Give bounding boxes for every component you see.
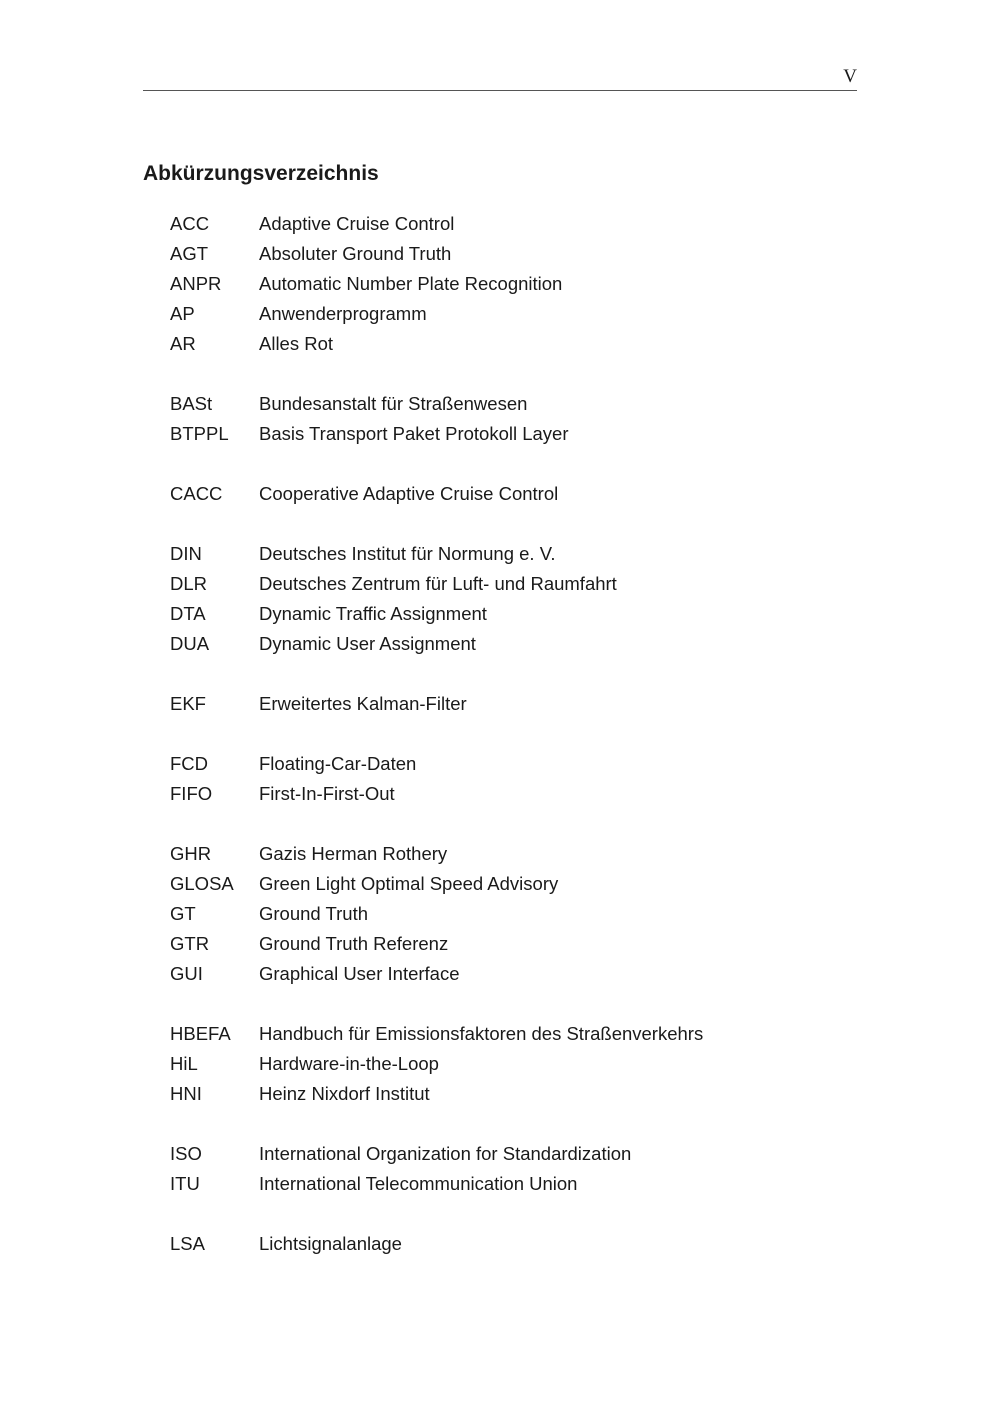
abbreviation-row — [170, 269, 870, 299]
abbreviation-row — [170, 779, 870, 809]
abbreviation-term: GTR — [170, 933, 210, 954]
abbreviation-definition: Erweitertes Kalman-Filter — [259, 693, 467, 714]
abbreviation-row — [170, 1079, 870, 1109]
abbreviation-term: BTPPL — [170, 423, 229, 444]
abbreviation-group — [170, 389, 870, 449]
abbreviation-row — [170, 1139, 870, 1169]
abbreviation-row — [170, 479, 870, 509]
abbreviation-definition: Dynamic User Assignment — [259, 633, 476, 654]
abbreviation-definition: Dynamic Traffic Assignment — [259, 603, 487, 624]
abbreviation-definition: Cooperative Adaptive Cruise Control — [259, 483, 559, 504]
abbreviation-group — [170, 1139, 870, 1199]
abbreviation-term: GUI — [170, 963, 203, 984]
abbreviation-term: BASt — [170, 393, 213, 414]
abbreviation-term: EKF — [170, 693, 206, 714]
abbreviation-term: HNI — [170, 1083, 202, 1104]
abbreviation-definition: Lichtsignalanlage — [259, 1233, 402, 1254]
abbreviation-row — [170, 869, 870, 899]
abbreviation-term: AGT — [170, 243, 209, 264]
abbreviation-definition: Heinz Nixdorf Institut — [259, 1083, 430, 1104]
abbreviation-term: DTA — [170, 603, 206, 624]
abbreviation-row — [170, 239, 870, 269]
abbreviation-row — [170, 1049, 870, 1079]
abbreviation-term: DUA — [170, 633, 210, 654]
abbreviation-row — [170, 569, 870, 599]
abbreviation-term: ITU — [170, 1173, 200, 1194]
abbreviation-definition: Floating-Car-Daten — [259, 753, 417, 774]
abbreviation-definition: Handbuch für Emissionsfaktoren des Straßenverkehrs — [259, 1023, 704, 1044]
header-rule — [143, 90, 857, 91]
abbreviation-definition: Automatic Number Plate Recognition — [259, 273, 563, 294]
abbreviation-row — [170, 749, 870, 779]
abbreviation-definition: Adaptive Cruise Control — [259, 213, 455, 234]
abbreviation-term: CACC — [170, 483, 223, 504]
abbreviation-term: GLOSA — [170, 873, 234, 894]
abbreviation-list — [170, 209, 870, 1289]
abbreviation-term: HBEFA — [170, 1023, 231, 1044]
abbreviation-definition: Basis Transport Paket Protokoll Layer — [259, 423, 569, 444]
abbreviation-group — [170, 689, 870, 719]
abbreviation-row — [170, 299, 870, 329]
abbreviation-row — [170, 539, 870, 569]
abbreviation-definition: Anwenderprogramm — [259, 303, 427, 324]
abbreviation-group — [170, 539, 870, 659]
abbreviation-definition: Green Light Optimal Speed Advisory — [259, 873, 559, 894]
abbreviation-definition: International Organization for Standardization — [259, 1143, 632, 1164]
abbreviation-term: ISO — [170, 1143, 202, 1164]
abbreviation-group — [170, 749, 870, 809]
abbreviation-group — [170, 839, 870, 989]
abbreviation-definition: Graphical User Interface — [259, 963, 460, 984]
abbreviation-row — [170, 1169, 870, 1199]
abbreviation-row — [170, 929, 870, 959]
abbreviation-row — [170, 389, 870, 419]
abbreviation-row — [170, 209, 870, 239]
abbreviation-definition: Alles Rot — [259, 333, 334, 354]
abbreviation-group — [170, 1019, 870, 1109]
abbreviation-term: ACC — [170, 213, 210, 234]
abbreviation-definition: International Telecommunication Union — [259, 1173, 578, 1194]
abbreviation-group — [170, 479, 870, 509]
abbreviation-row — [170, 419, 870, 449]
abbreviation-group — [170, 209, 870, 359]
abbreviation-term: LSA — [170, 1233, 205, 1254]
page-title: Abkürzungsverzeichnis — [143, 162, 379, 185]
abbreviation-row — [170, 1019, 870, 1049]
abbreviation-definition: Deutsches Zentrum für Luft- und Raumfahrt — [259, 573, 617, 594]
abbreviation-term: FCD — [170, 753, 209, 774]
abbreviation-term: FIFO — [170, 783, 213, 804]
abbreviation-term: GHR — [170, 843, 212, 864]
abbreviation-term: HiL — [170, 1053, 198, 1074]
abbreviation-definition: Ground Truth — [259, 903, 369, 924]
abbreviation-definition: Bundesanstalt für Straßenwesen — [259, 393, 528, 414]
abbreviation-row — [170, 599, 870, 629]
abbreviation-row — [170, 959, 870, 989]
abbreviation-definition: Hardware-in-the-Loop — [259, 1053, 439, 1074]
abbreviation-definition: Ground Truth Referenz — [259, 933, 449, 954]
abbreviation-group — [170, 1229, 870, 1259]
abbreviation-term: AP — [170, 303, 195, 324]
abbreviation-term: ANPR — [170, 273, 222, 294]
abbreviation-row — [170, 1229, 870, 1259]
abbreviation-row — [170, 329, 870, 359]
abbreviation-definition: Deutsches Institut für Normung e. V. — [259, 543, 556, 564]
abbreviation-row — [170, 839, 870, 869]
abbreviation-row — [170, 689, 870, 719]
abbreviation-row — [170, 899, 870, 929]
abbreviation-definition: First-In-First-Out — [259, 783, 395, 804]
page-number: V — [843, 66, 857, 87]
abbreviation-row — [170, 629, 870, 659]
abbreviation-term: AR — [170, 333, 196, 354]
abbreviation-definition: Gazis Herman Rothery — [259, 843, 448, 864]
abbreviation-term: DIN — [170, 543, 202, 564]
abbreviation-term: DLR — [170, 573, 208, 594]
abbreviation-definition: Absoluter Ground Truth — [259, 243, 452, 264]
abbreviation-term: GT — [170, 903, 196, 924]
